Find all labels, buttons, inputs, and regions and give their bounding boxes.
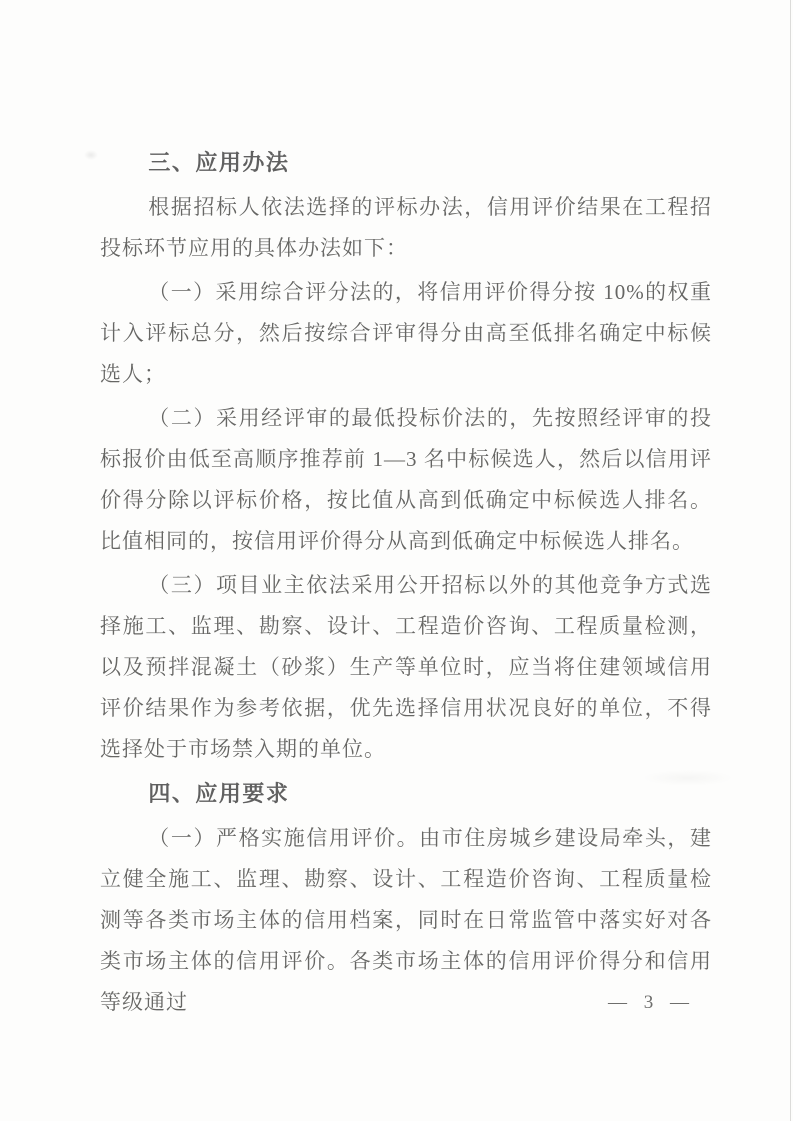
paragraph-item-2: （二）采用经评审的最低投标价法的，先按照经评审的投标报价由低至高顺序推荐前 1—3 名中标候选人，然后以信用评价得分除以评标价格，按比值从高到低确定中标候选人排名。比值相同的，按信用评价得分从高到低确定中标候选人排名。 bbox=[100, 406, 712, 553]
section-heading-application-requirements: 四、应用要求 bbox=[148, 781, 290, 806]
paragraph-item-1: （一）采用综合评分法的，将信用评价得分按 10%的权重计入评标总分，然后按综合评审得分由高至低排名确定中标候选人； bbox=[100, 280, 712, 386]
section-heading-application-methods: 三、应用办法 bbox=[148, 150, 290, 175]
paragraph-intro: 根据招标人依法选择的评标办法，信用评价结果在工程招投标环节应用的具体办法如下： bbox=[100, 195, 712, 260]
page-number: — 3 — bbox=[608, 992, 695, 1013]
scan-smudge bbox=[84, 150, 98, 160]
scan-smudge bbox=[643, 770, 733, 786]
paragraph-requirement-1: （一）严格实施信用评价。由市住房城乡建设局牵头，建立健全施工、监理、勘察、设计、工程造价咨询、工程质量检测等各类市场主体的信用档案，同时在日常监管中落实好对各类市场主体的信用评价。各类市场主体的信用评价得分和信用等级通过 bbox=[100, 826, 712, 1014]
scan-edge-artifact bbox=[790, 0, 791, 1121]
document-body bbox=[100, 140, 712, 1026]
paragraph-item-3: （三）项目业主依法采用公开招标以外的其他竞争方式选择施工、监理、勘察、设计、工程造价咨询、工程质量检测，以及预拌混凝土（砂浆）生产等单位时，应当将住建领域信用评价结果作为参考依据，优先选择信用状况良好的单位，不得选择处于市场禁入期的单位。 bbox=[100, 573, 712, 761]
